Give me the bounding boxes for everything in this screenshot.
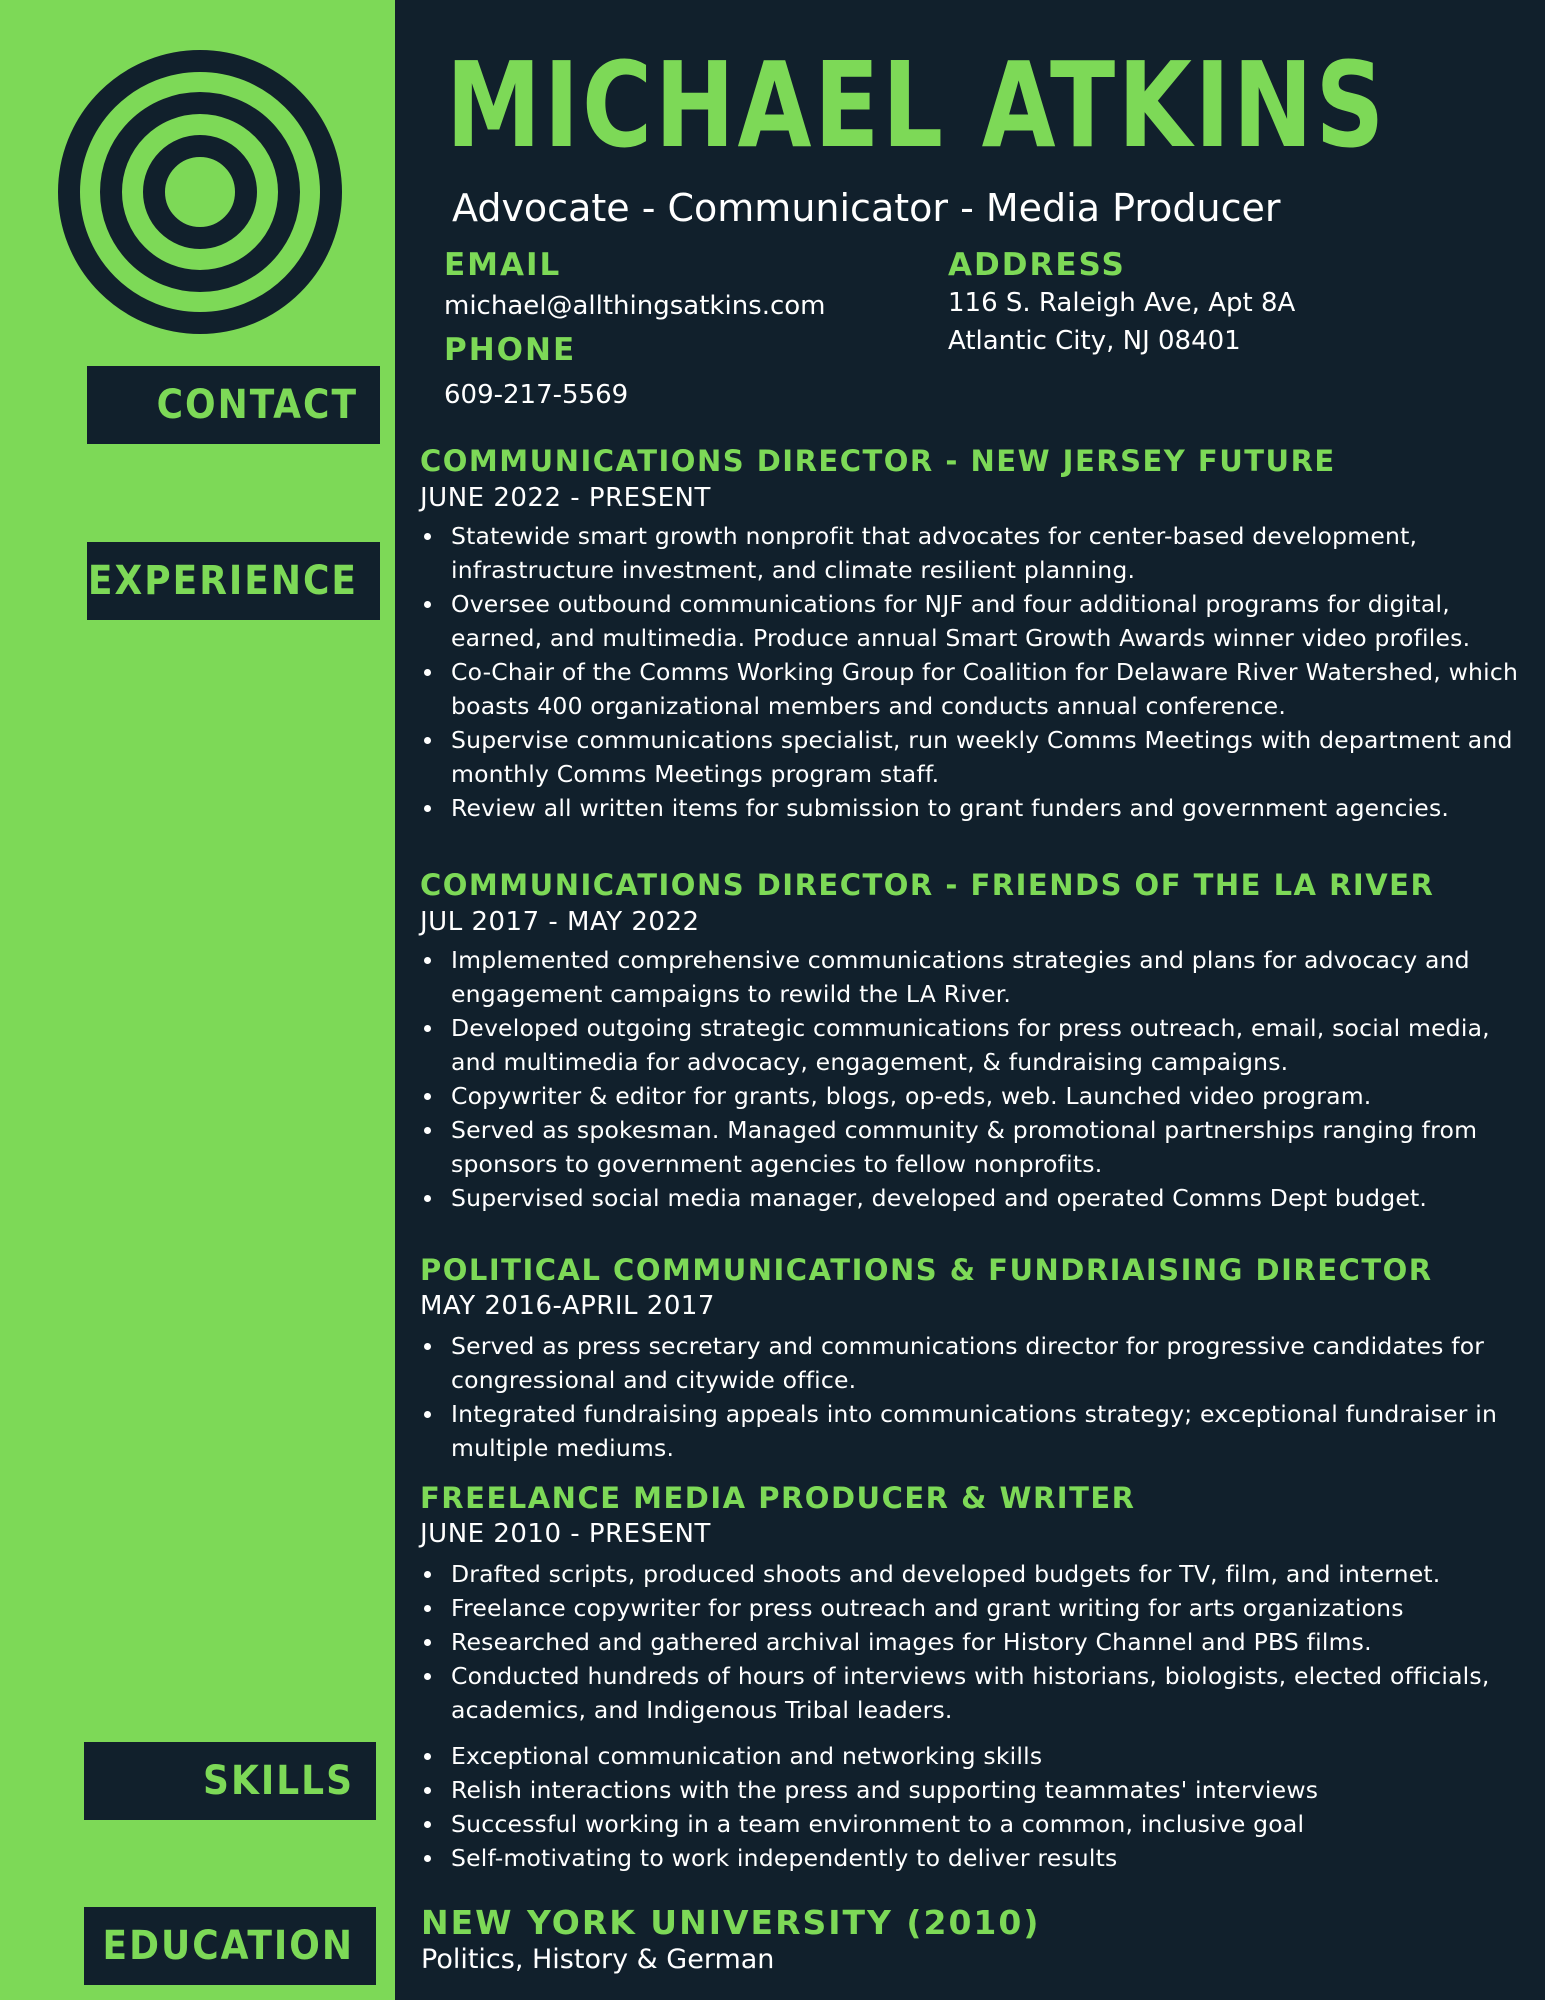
job-bullets — [420, 519, 1535, 825]
job-title: COMMUNICATIONS DIRECTOR - FRIENDS OF THE LA RIVER — [420, 868, 1435, 902]
person-name: MICHAEL ATKINS — [446, 36, 1388, 174]
job-date: MAY 2016-APRIL 2017 — [420, 1291, 715, 1321]
skills-list — [420, 1739, 1535, 1875]
address-line-2: Atlantic City, NJ 08401 — [948, 326, 1241, 356]
email-value: michael@allthingsatkins.com — [444, 291, 826, 321]
list-item: Successful working in a team environment to a common, inclusive goal — [420, 1807, 1535, 1841]
education-degree: Politics, History & German — [421, 1944, 775, 1975]
job-title: FREELANCE MEDIA PRODUCER & WRITER — [420, 1481, 1136, 1515]
list-item: Relish interactions with the press and supporting teammates' interviews — [420, 1773, 1535, 1807]
list-item: Self-motivating to work independently to deliver results — [420, 1841, 1535, 1875]
list-item: Integrated fundraising appeals into communications strategy; exceptional fundraiser in multiple mediums. — [420, 1397, 1535, 1465]
job-date: JUNE 2022 - PRESENT — [420, 483, 711, 513]
address-label: ADDRESS — [948, 247, 1126, 283]
job-bullets — [420, 1557, 1535, 1727]
list-item: Conducted hundreds of hours of interviews with historians, biologists, elected officials, academics, and Indigenous Tribal leaders. — [420, 1659, 1535, 1727]
job-title: COMMUNICATIONS DIRECTOR - NEW JERSEY FUTURE — [420, 444, 1336, 478]
list-item: Supervise communications specialist, run weekly Comms Meetings with department and monthly Comms Meetings program staff. — [420, 723, 1535, 791]
list-item: Developed outgoing strategic communications for press outreach, email, social media, and multimedia for advocacy, engagement, & fundraising campaigns. — [420, 1011, 1535, 1079]
education-school: NEW YORK UNIVERSITY (2010) — [421, 1903, 1041, 1942]
list-item: Co-Chair of the Comms Working Group for Coalition for Delaware River Watershed, which boasts 400 organizational members and conducts annual conference. — [420, 655, 1535, 723]
section-label-skills: SKILLS — [84, 1742, 376, 1820]
job-title: POLITICAL COMMUNICATIONS & FUNDRIAISING DIRECTOR — [420, 1253, 1433, 1287]
list-item: Served as spokesman. Managed community & promotional partnerships ranging from sponsors to government agencies to fellow nonprofits. — [420, 1113, 1535, 1181]
list-item: Implemented comprehensive communications strategies and plans for advocacy and engagement campaigns to rewild the LA River. — [420, 943, 1535, 1011]
list-item: Statewide smart growth nonprofit that advocates for center-based development, infrastructure investment, and climate resilient planning. — [420, 519, 1535, 587]
list-item: Served as press secretary and communications director for progressive candidates for congressional and citywide office. — [420, 1329, 1535, 1397]
list-item: Exceptional communication and networking skills — [420, 1739, 1535, 1773]
phone-label: PHONE — [444, 332, 577, 368]
list-item: Copywriter & editor for grants, blogs, op-eds, web. Launched video program. — [420, 1079, 1535, 1113]
list-item: Supervised social media manager, developed and operated Comms Dept budget. — [420, 1181, 1535, 1215]
list-item: Oversee outbound communications for NJF and four additional programs for digital, earned, and multimedia. Produce annual Smart Growth Awards winner video profiles. — [420, 587, 1535, 655]
job-bullets — [420, 943, 1535, 1215]
phone-value: 609-217-5569 — [444, 380, 629, 410]
job-date: JUL 2017 - MAY 2022 — [420, 907, 700, 937]
list-item: Researched and gathered archival images for History Channel and PBS films. — [420, 1625, 1535, 1659]
section-label-contact: CONTACT — [87, 366, 380, 444]
email-label: EMAIL — [444, 247, 562, 283]
job-date: JUNE 2010 - PRESENT — [420, 1519, 711, 1549]
job-bullets — [420, 1329, 1535, 1465]
tagline: Advocate - Communicator - Media Producer — [452, 186, 1281, 230]
section-label-experience: EXPERIENCE — [87, 542, 380, 620]
list-item: Freelance copywriter for press outreach and grant writing for arts organizations — [420, 1591, 1535, 1625]
section-label-education: EDUCATION — [84, 1907, 376, 1985]
list-item: Drafted scripts, produced shoots and developed budgets for TV, film, and internet. — [420, 1557, 1535, 1591]
list-item: Review all written items for submission to grant funders and government agencies. — [420, 791, 1535, 825]
address-line-1: 116 S. Raleigh Ave, Apt 8A — [948, 288, 1296, 318]
